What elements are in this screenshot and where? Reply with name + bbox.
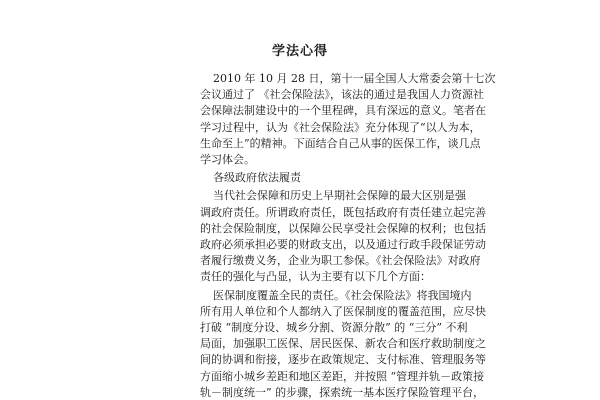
paragraph-line: 会议通过了 《社会保险法》，该法的通过是我国人力资源社 — [200, 88, 484, 101]
paragraph-line: 方面缩小城乡差距和地区差距，并按照 “管理并轨－政策接 — [200, 370, 485, 383]
document-title: 学法心得 — [271, 44, 328, 59]
paragraph-line: 所有用人单位和个人都纳入了医保制度的覆盖范围，应尽快 — [200, 305, 486, 318]
section-heading: 各级政府依法履责 — [213, 171, 301, 184]
paragraph-line: 局面，加强职工医保、居民医保、新农合和医疗救助制度之 — [200, 337, 486, 350]
paragraph-line: 责任的强化与凸显，认为主要有以下几个方面： — [200, 270, 431, 283]
paragraph-line: 打破 “制度分设、城乡分割、资源分散” 的 “三分” 不利 — [200, 321, 468, 334]
paragraph-line: 2010 年 10 月 28 日，第十一届全国人大常委会第十七次 — [213, 72, 496, 85]
paragraph-line: 医保制度覆盖全民的责任。《社会保险法》将我国境内 — [213, 289, 472, 302]
paragraph-line: 学习过程中，认为《社会保险法》充分体现了“以人为本， — [200, 121, 481, 134]
paragraph-line: 间的协调和衔接，逐步在政策规定、支付标准、管理服务等 — [200, 353, 486, 366]
paragraph-line: 调政府责任。所谓政府责任，既包括政府有责任建立起完善 — [200, 206, 486, 219]
paragraph-line: 的社会保险制度，以保障公民享受社会保障的权利；也包括 — [200, 222, 486, 235]
paragraph-line: 轨－制度统一” 的步骤，探索统一基本医疗保险管理平台， — [200, 386, 485, 399]
paragraph-line: 学习体会。 — [200, 153, 255, 166]
paragraph-line: 生命至上”的精神。下面结合自己从事的医保工作，谈几点 — [200, 137, 481, 150]
paragraph-line: 政府必须承担必要的财政支出，以及通过行政手段保证劳动 — [200, 238, 486, 251]
paragraph-line: 当代社会保障和历史上早期社会保障的最大区别是强 — [213, 189, 466, 202]
paragraph-line: 会保障法制建设中的一个里程碑，具有深远的意义。笔者在 — [200, 104, 486, 117]
paragraph-line: 者履行缴费义务，企业为职工参保。《社会保险法》对政府 — [200, 254, 481, 267]
